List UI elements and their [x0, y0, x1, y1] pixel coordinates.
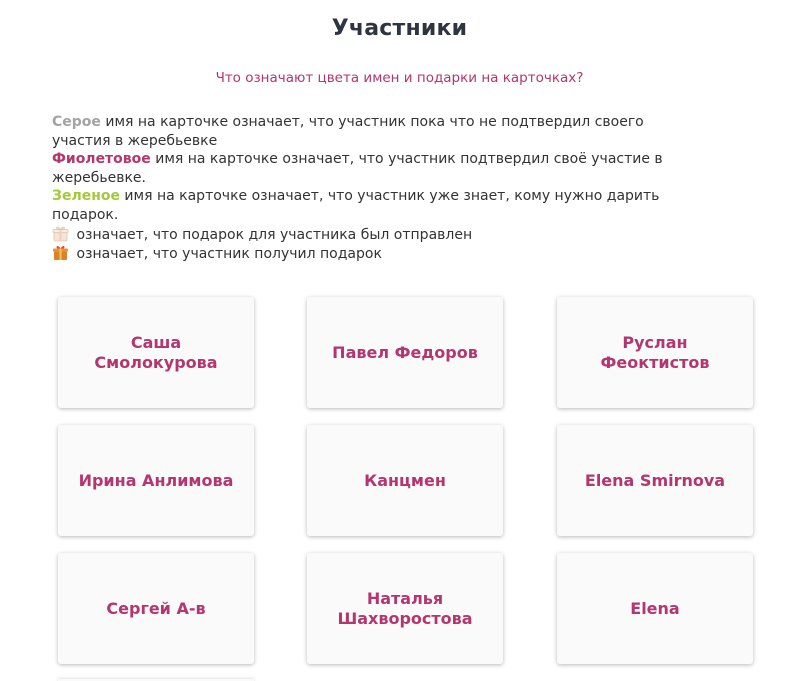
legend-gift-received-text: означает, что участник получил подарок — [72, 246, 382, 263]
participant-card[interactable] — [307, 553, 503, 664]
participant-name: Сергей А-в — [106, 598, 206, 618]
color-legend-link[interactable]: Что означают цвета имен и подарки на карточках? — [215, 70, 584, 86]
legend-gray-text: имя на карточке означает, что участник пока что не подтвердил своего — [100, 114, 644, 130]
participant-card[interactable] — [58, 297, 254, 408]
participant-name: Ирина Анлимова — [78, 470, 234, 490]
color-legend — [52, 113, 752, 264]
gift-outline-icon — [52, 225, 69, 242]
participant-name: Саша Смолокурова — [94, 332, 218, 372]
legend-green-word: Зеленое — [52, 188, 120, 205]
legend-purple-line — [52, 150, 752, 169]
legend-green-text-cont: подарок. — [52, 206, 119, 223]
legend-gift-sent-text: означает, что подарок для участника был отправлен — [72, 226, 473, 243]
legend-gray-word: Серое — [52, 114, 101, 130]
gift-icon — [52, 244, 69, 261]
participant-card[interactable] — [58, 553, 254, 664]
legend-purple-word: Фиолетовое — [52, 151, 151, 168]
legend-green-line — [52, 187, 752, 206]
participant-card[interactable] — [58, 425, 254, 536]
legend-green-text: имя на карточке означает, что участник уже знает, кому нужно дарить — [119, 188, 660, 205]
legend-gray-line — [52, 113, 752, 132]
participant-card[interactable] — [557, 425, 753, 536]
participant-name: Elena Smirnova — [584, 470, 726, 490]
legend-purple-text-cont: жеребьевке. — [52, 169, 146, 186]
participant-card[interactable] — [307, 297, 503, 408]
page-title: Участники — [331, 16, 468, 41]
participant-card[interactable] — [307, 425, 503, 536]
participant-card[interactable] — [557, 297, 753, 408]
participant-name: Канцмен — [364, 470, 446, 490]
participant-card[interactable] — [557, 553, 753, 664]
participant-name: Руслан Феоктистов — [600, 332, 710, 372]
participant-name: Наталья Шахворостова — [337, 588, 473, 628]
legend-gift-received-line — [52, 244, 752, 264]
legend-purple-text: имя на карточке означает, что участник подтвердил своё участие в — [150, 151, 663, 168]
legend-gray-text-cont: участия в жеребьевке — [52, 132, 218, 149]
legend-gift-sent-line — [52, 225, 752, 245]
participant-name: Elena — [630, 598, 680, 618]
participant-name: Павел Федоров — [332, 342, 478, 362]
